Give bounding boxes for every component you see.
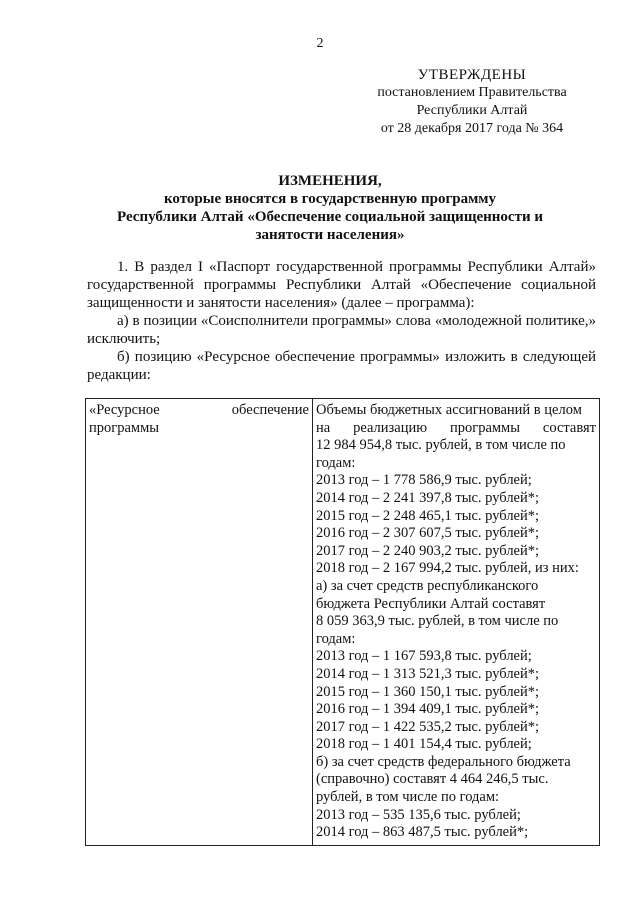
position-name-line: программы [89, 419, 159, 436]
value-line: 12 984 954,8 тыс. рублей, в том числе по [316, 437, 566, 454]
body-text [87, 258, 596, 384]
value-line: 2013 год – 1 167 593,8 тыс. рублей; [316, 648, 532, 665]
value-line: б) за счет средств федерального бюджета [316, 753, 571, 770]
value-line: 8 059 363,9 тыс. рублей, в том числе по [316, 613, 559, 630]
value-line: годам: [316, 454, 356, 471]
value-line: а) за счет средств республиканского [316, 577, 539, 594]
approval-line: от 28 декабря 2017 года № 364 [380, 121, 564, 136]
value-line: Объемы бюджетных ассигнований в целом [316, 402, 582, 418]
value-line: 2016 год – 2 307 607,5 тыс. рублей*; [316, 525, 540, 542]
value-line: на реализацию программы составят [316, 419, 596, 436]
value-line: 2016 год – 1 394 409,1 тыс. рублей*; [316, 701, 540, 718]
value-line: рублей, в том числе по годам: [316, 789, 500, 806]
page-number: 2 [316, 36, 324, 51]
value-line: 2015 год – 2 248 465,1 тыс. рублей*; [316, 507, 540, 524]
value-line: (справочно) составят 4 464 246,5 тыс. [316, 771, 549, 788]
approval-block [362, 66, 582, 138]
value-line: 2015 год – 1 360 150,1 тыс. рублей*; [316, 683, 540, 700]
title-line: Республики Алтай «Обеспечение социальной защищенности и [117, 209, 543, 225]
value-line: 2017 год – 1 422 535,2 тыс. рублей*; [316, 718, 540, 735]
paragraph-a: а) в позиции «Соисполнители программы» слова «молодежной политике,» исключить; [87, 313, 596, 347]
document-title [60, 172, 600, 244]
position-value-cell [313, 399, 600, 846]
value-line: бюджета Республики Алтай составят [316, 595, 546, 612]
position-name-line: «Ресурсное обеспечение [89, 402, 309, 418]
title-main: ИЗМЕНЕНИЯ, [278, 173, 382, 189]
value-line: 2014 год – 1 313 521,3 тыс. рублей*; [316, 665, 540, 682]
resource-table [85, 398, 600, 846]
value-line: 2013 год – 535 135,6 тыс. рублей; [316, 806, 521, 823]
approval-heading: УТВЕРЖДЕНЫ [417, 67, 527, 83]
paragraph-b: б) позицию «Ресурсное обеспечение программы» изложить в следующей редакции: [87, 349, 596, 383]
value-line: годам: [316, 630, 356, 647]
value-line: 2018 год – 1 401 154,4 тыс. рублей; [316, 736, 532, 753]
value-line: 2014 год – 863 487,5 тыс. рублей*; [316, 824, 529, 841]
value-line: 2013 год – 1 778 586,9 тыс. рублей; [316, 472, 532, 489]
approval-line: Республики Алтай [416, 103, 528, 118]
position-name-cell [86, 399, 313, 846]
table-row [86, 399, 600, 846]
title-line: занятости населения» [255, 227, 405, 243]
value-line: 2018 год – 2 167 994,2 тыс. рублей, из них: [316, 560, 579, 577]
value-line: 2014 год – 2 241 397,8 тыс. рублей*; [316, 489, 540, 506]
value-line: 2017 год – 2 240 903,2 тыс. рублей*; [316, 542, 540, 559]
paragraph-1: 1. В раздел I «Паспорт государственной программы Республики Алтай» государственной программы Республики Алтай «Обеспечение социальной защищенности и занятости населения» (далее – программа): [87, 259, 596, 311]
approval-line: постановлением Правительства [377, 85, 567, 100]
title-line: которые вносятся в государственную программу [163, 191, 497, 207]
